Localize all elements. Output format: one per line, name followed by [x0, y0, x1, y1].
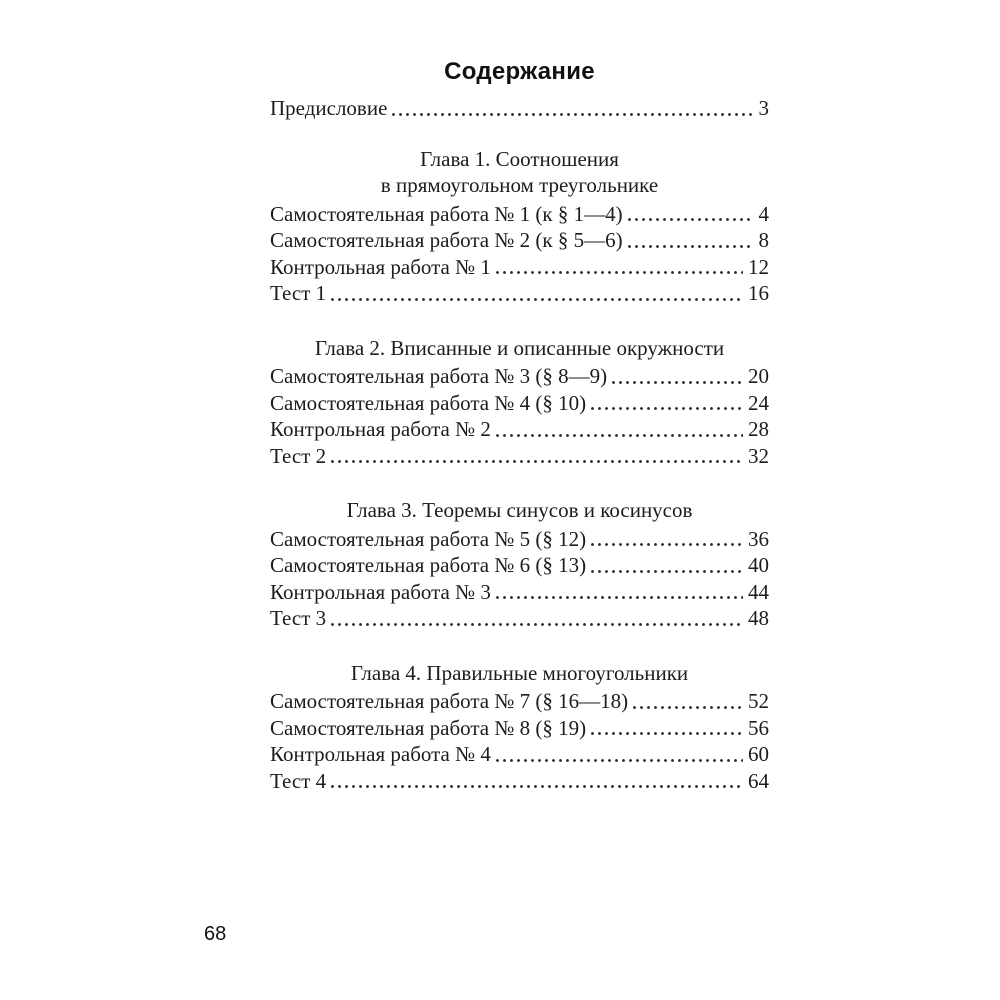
toc-entry-label: Контрольная работа № 4 — [270, 742, 491, 766]
toc-entry-label: Самостоятельная работа № 7 (§ 16—18) — [270, 689, 629, 713]
toc-entry-label: Тест 1 — [270, 281, 327, 305]
chapter-heading — [270, 660, 769, 687]
toc-entry-page: 28 — [748, 417, 769, 441]
toc-entry — [270, 605, 769, 632]
dot-leader — [387, 95, 758, 122]
toc-entry-label: Самостоятельная работа № 1 (к § 1—4) — [270, 201, 623, 226]
chapter-heading-line: в прямоугольном треугольнике — [380, 173, 659, 197]
toc-entry-label: Самостоятельная работа № 2 (к § 5—6) — [270, 228, 623, 252]
dot-leader — [586, 526, 748, 553]
toc-entry — [270, 443, 769, 470]
toc-entry-page: 60 — [748, 742, 769, 766]
toc-content — [270, 0, 769, 794]
toc-entry — [270, 95, 769, 122]
dot-leader — [586, 715, 748, 742]
chapter-heading-line: Глава 4. Правильные многоугольники — [350, 660, 689, 685]
toc-entry-page: 40 — [748, 553, 769, 577]
chapter-heading-line: Глава 1. Соотношения — [420, 146, 619, 171]
chapter-heading-line: Глава 3. Теоремы синусов и косинусов — [346, 498, 693, 522]
page-number: 68 — [204, 923, 227, 945]
dot-leader — [623, 227, 759, 254]
toc-entry — [270, 579, 769, 606]
dot-leader — [586, 552, 748, 579]
toc-entry — [270, 227, 769, 254]
toc-entry-label: Контрольная работа № 1 — [270, 254, 491, 279]
dot-leader — [491, 741, 748, 768]
chapter-block — [270, 335, 769, 470]
dot-leader — [607, 363, 748, 390]
toc-entry — [270, 280, 769, 307]
chapter-block — [270, 497, 769, 632]
toc-entry — [270, 363, 769, 390]
dot-leader — [491, 579, 748, 606]
toc-entry-page: 4 — [758, 201, 769, 226]
toc-entry — [270, 688, 769, 715]
toc-entry-label: Тест 4 — [270, 768, 327, 793]
chapter-block — [270, 660, 769, 795]
dot-leader — [326, 280, 748, 307]
toc-entry-label: Самостоятельная работа № 5 (§ 12) — [270, 526, 587, 551]
dot-leader — [491, 416, 748, 443]
toc-entry-label: Предисловие — [270, 96, 388, 120]
toc-entry-page: 24 — [748, 390, 769, 415]
chapter-heading — [270, 146, 769, 199]
toc-entry — [270, 552, 769, 579]
toc-entry-page: 16 — [748, 281, 769, 305]
toc-entry — [270, 254, 769, 281]
toc-entry-label: Самостоятельная работа № 8 (§ 19) — [270, 715, 587, 740]
toc-entry — [270, 741, 769, 768]
chapter-heading — [270, 497, 769, 524]
page-title: Содержание — [444, 58, 595, 85]
dot-leader — [326, 768, 748, 795]
toc-entry-page: 12 — [748, 254, 769, 279]
dot-leader — [326, 443, 748, 470]
toc-entry — [270, 416, 769, 443]
toc-entry-label: Контрольная работа № 3 — [270, 579, 491, 604]
toc-entry-label: Самостоятельная работа № 4 (§ 10) — [270, 390, 587, 415]
dot-leader — [623, 201, 759, 228]
toc-entry — [270, 715, 769, 742]
toc-entry-page: 32 — [748, 443, 769, 468]
toc-entry-page: 36 — [748, 526, 769, 551]
toc-entry — [270, 768, 769, 795]
toc-entry-page: 48 — [748, 606, 769, 630]
toc-entry-page: 3 — [758, 96, 769, 120]
toc-entry-page: 44 — [748, 579, 769, 604]
toc-entry — [270, 390, 769, 417]
toc-entry-label: Самостоятельная работа № 6 (§ 13) — [270, 553, 587, 577]
toc-entry-page: 8 — [758, 228, 769, 252]
dot-leader — [326, 605, 748, 632]
chapter-heading-line: Глава 2. Вписанные и описанные окружности — [314, 335, 725, 360]
dot-leader — [628, 688, 748, 715]
toc-entry-page: 20 — [748, 364, 769, 388]
toc-entry-page: 52 — [748, 689, 769, 713]
dot-leader — [491, 254, 748, 281]
chapter-heading — [270, 335, 769, 362]
toc-entry-label: Тест 2 — [270, 443, 327, 468]
toc-entry-label: Тест 3 — [270, 606, 327, 630]
toc-entry — [270, 526, 769, 553]
toc-entry — [270, 201, 769, 228]
toc-entry-label: Самостоятельная работа № 3 (§ 8—9) — [270, 364, 608, 388]
dot-leader — [586, 390, 748, 417]
toc-entry-page: 64 — [748, 768, 769, 793]
toc-entry-page: 56 — [748, 715, 769, 740]
chapter-block — [270, 146, 769, 307]
toc-entry-label: Контрольная работа № 2 — [270, 417, 491, 441]
